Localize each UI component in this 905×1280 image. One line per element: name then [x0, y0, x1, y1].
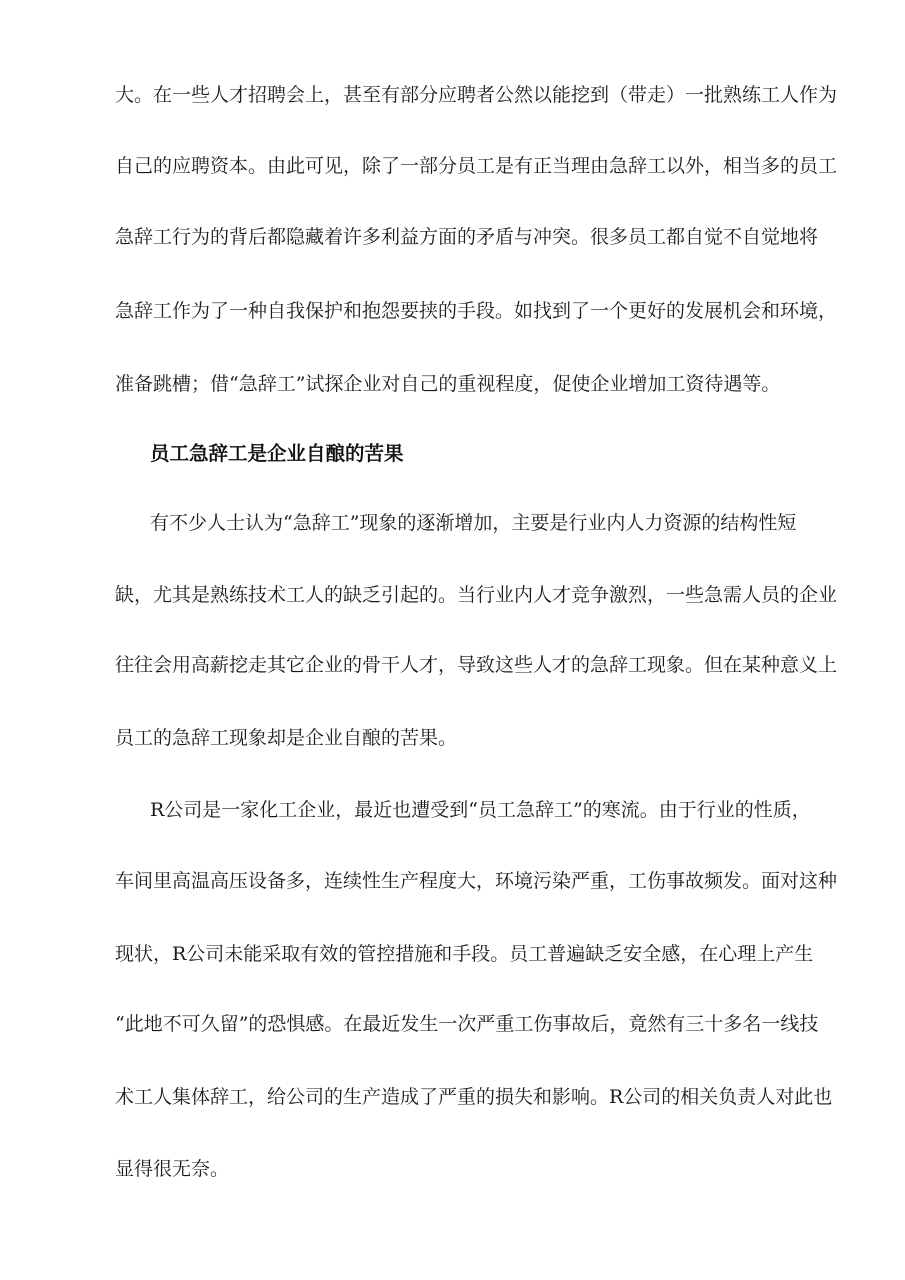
paragraph-line: “此地不可久留”的恐惧感。在最近发生一次严重工伤事故后，竟然有三十多名一线技 — [115, 1013, 819, 1035]
paragraph-line: 急辞工作为了一种自我保护和抱怨要挟的手段。如找到了一个更好的发展机会和环境， — [115, 300, 838, 322]
paragraph-line: 缺，尤其是熟练技术工人的缺乏引起的。当行业内人才竞争激烈，一些急需人员的企业 — [115, 584, 838, 606]
paragraph-line: R公司是一家化工企业，最近也遭受到“员工急辞工”的寒流。由于行业的性质， — [150, 799, 811, 821]
paragraph-line: 有不少人士认为“急辞工”现象的逐渐增加，主要是行业内人力资源的结构性短 — [150, 512, 797, 534]
paragraph-line: 术工人集体辞工，给公司的生产造成了严重的损失和影响。R公司的相关负责人对此也 — [115, 1086, 833, 1108]
paragraph-line: 急辞工行为的背后都隐藏着许多利益方面的矛盾与冲突。很多员工都自觉不自觉地将 — [115, 226, 819, 248]
paragraph-line: 显得很无奈。 — [115, 1158, 230, 1180]
paragraph-line: 员工的急辞工现象却是企业自酿的苦果。 — [115, 727, 458, 749]
paragraph-line: 车间里高温高压设备多，连续性生产程度大，环境污染严重，工伤事故频发。面对这种 — [115, 870, 838, 892]
paragraph-line: 准备跳槽；借“急辞工”试探企业对自己的重视程度，促使企业增加工资待遇等。 — [115, 373, 781, 395]
paragraph-line: 往往会用高薪挖走其它企业的骨干人才，导致这些人才的急辞工现象。但在某种意义上 — [115, 654, 838, 676]
paragraph-line: 自己的应聘资本。由此可见，除了一部分员工是有正当理由急辞工以外，相当多的员工 — [115, 155, 838, 177]
section-heading: 员工急辞工是企业自酿的苦果 — [150, 442, 404, 465]
paragraph-line: 大。在一些人才招聘会上，甚至有部分应聘者公然以能挖到（带走）一批熟练工人作为 — [115, 84, 838, 106]
paragraph-line: 现状，R公司未能采取有效的管控措施和手段。员工普遍缺乏安全感，在心理上产生 — [115, 943, 814, 965]
